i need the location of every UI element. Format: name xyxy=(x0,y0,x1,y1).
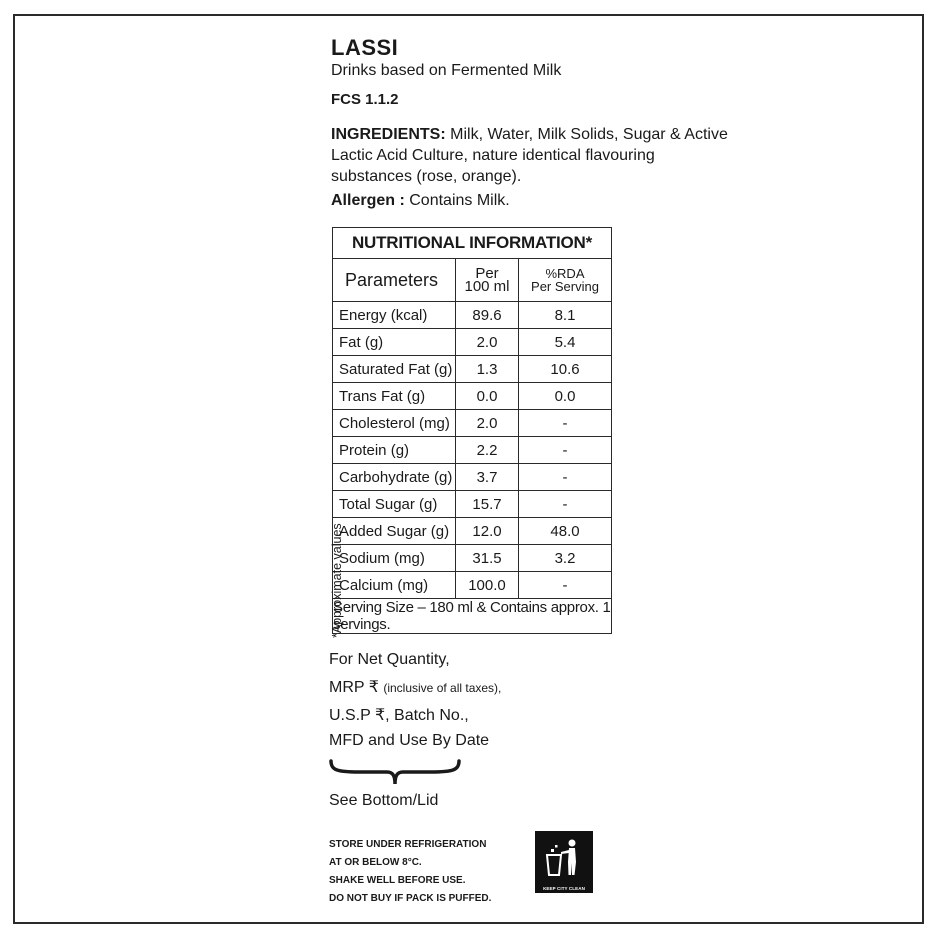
storage-line: AT OR BELOW 8°C. xyxy=(329,857,422,868)
per-100ml-value: 31.5 xyxy=(456,545,519,572)
nutrition-rows xyxy=(333,302,612,599)
nutrient-name: Added Sugar (g) xyxy=(333,518,456,545)
rda-value: 3.2 xyxy=(519,545,612,572)
dustbin-figure-icon xyxy=(535,831,593,883)
nutrient-name: Protein (g) xyxy=(333,437,456,464)
nutrient-name: Energy (kcal) xyxy=(333,302,456,329)
nutrient-name: Calcium (mg) xyxy=(333,572,456,599)
bin-caption: KEEP CITY CLEAN xyxy=(543,886,585,891)
table-row xyxy=(333,437,612,464)
table-row xyxy=(333,464,612,491)
mrp-main: MRP ₹ xyxy=(329,679,379,696)
mrp-line xyxy=(329,677,501,697)
storage-instructions xyxy=(329,836,529,908)
storage-line: SHAKE WELL BEFORE USE. xyxy=(329,875,466,886)
per-100ml-value: 12.0 xyxy=(456,518,519,545)
ingredients-block xyxy=(331,124,731,187)
nutrient-name: Carbohydrate (g) xyxy=(333,464,456,491)
header-per-line2: 100 ml xyxy=(464,278,510,295)
nutrient-name: Fat (g) xyxy=(333,329,456,356)
table-row xyxy=(333,383,612,410)
ingredients-text: Milk, Water, Milk Solids, Sugar & Active Lactic Acid Culture, nature identical flavouring substances (rose, orange). xyxy=(331,126,728,185)
header-rda xyxy=(519,259,612,302)
usp-batch-line: U.S.P ₹, Batch No., xyxy=(329,707,469,724)
per-100ml-value: 2.0 xyxy=(456,329,519,356)
per-100ml-value: 2.0 xyxy=(456,410,519,437)
table-row xyxy=(333,518,612,545)
nutrition-table xyxy=(332,227,612,634)
nutrient-name: Total Sugar (g) xyxy=(333,491,456,518)
table-row xyxy=(333,410,612,437)
header-parameters: Parameters xyxy=(333,259,456,302)
table-row xyxy=(333,329,612,356)
approximate-values-note: *Approximate values xyxy=(330,523,344,638)
nutrient-name: Saturated Fat (g) xyxy=(333,356,456,383)
storage-line: STORE UNDER REFRIGERATION xyxy=(329,839,487,850)
allergen-block xyxy=(331,192,510,210)
allergen-label: Allergen : xyxy=(331,192,405,209)
per-100ml-value: 100.0 xyxy=(456,572,519,599)
nutrition-title: NUTRITIONAL INFORMATION* xyxy=(333,228,612,259)
ingredients-label: INGREDIENTS: xyxy=(331,126,446,143)
table-row xyxy=(333,302,612,329)
product-category: Drinks based on Fermented Milk xyxy=(331,62,562,79)
table-row xyxy=(333,491,612,518)
rda-value: 48.0 xyxy=(519,518,612,545)
mfd-line: MFD and Use By Date xyxy=(329,732,490,749)
allergen-text: Contains Milk. xyxy=(409,192,510,209)
header-rda-line1: %RDA xyxy=(545,266,585,281)
rda-value: 5.4 xyxy=(519,329,612,356)
curly-brace-icon xyxy=(329,758,461,788)
rda-value: - xyxy=(519,410,612,437)
per-100ml-value: 89.6 xyxy=(456,302,519,329)
per-100ml-value: 0.0 xyxy=(456,383,519,410)
rda-value: 0.0 xyxy=(519,383,612,410)
header-per-100ml xyxy=(456,259,519,302)
header-rda-line2: Per Serving xyxy=(531,279,599,294)
dustbin-person-icon xyxy=(535,831,593,893)
net-quantity-line: For Net Quantity, xyxy=(329,651,450,668)
nutrient-name: Sodium (mg) xyxy=(333,545,456,572)
rda-value: 10.6 xyxy=(519,356,612,383)
storage-line: DO NOT BUY IF PACK IS PUFFED. xyxy=(329,893,492,904)
rda-value: - xyxy=(519,491,612,518)
table-row xyxy=(333,545,612,572)
product-name: LASSI xyxy=(331,35,399,60)
per-100ml-value: 1.3 xyxy=(456,356,519,383)
per-100ml-value: 3.7 xyxy=(456,464,519,491)
fcs-code: FCS 1.1.2 xyxy=(331,91,399,108)
table-row xyxy=(333,572,612,599)
rda-value: - xyxy=(519,437,612,464)
nutrient-name: Trans Fat (g) xyxy=(333,383,456,410)
rda-value: 8.1 xyxy=(519,302,612,329)
header-per-line1: Per xyxy=(475,265,499,282)
nutrient-name: Cholesterol (mg) xyxy=(333,410,456,437)
table-row xyxy=(333,356,612,383)
per-100ml-value: 15.7 xyxy=(456,491,519,518)
see-bottom-lid: See Bottom/Lid xyxy=(329,792,439,809)
rda-value: - xyxy=(519,572,612,599)
per-100ml-value: 2.2 xyxy=(456,437,519,464)
rda-value: - xyxy=(519,464,612,491)
serving-size-note: Serving Size – 180 ml & Contains approx. 1 servings. xyxy=(333,599,611,633)
mrp-note: (inclusive of all taxes), xyxy=(383,681,502,695)
